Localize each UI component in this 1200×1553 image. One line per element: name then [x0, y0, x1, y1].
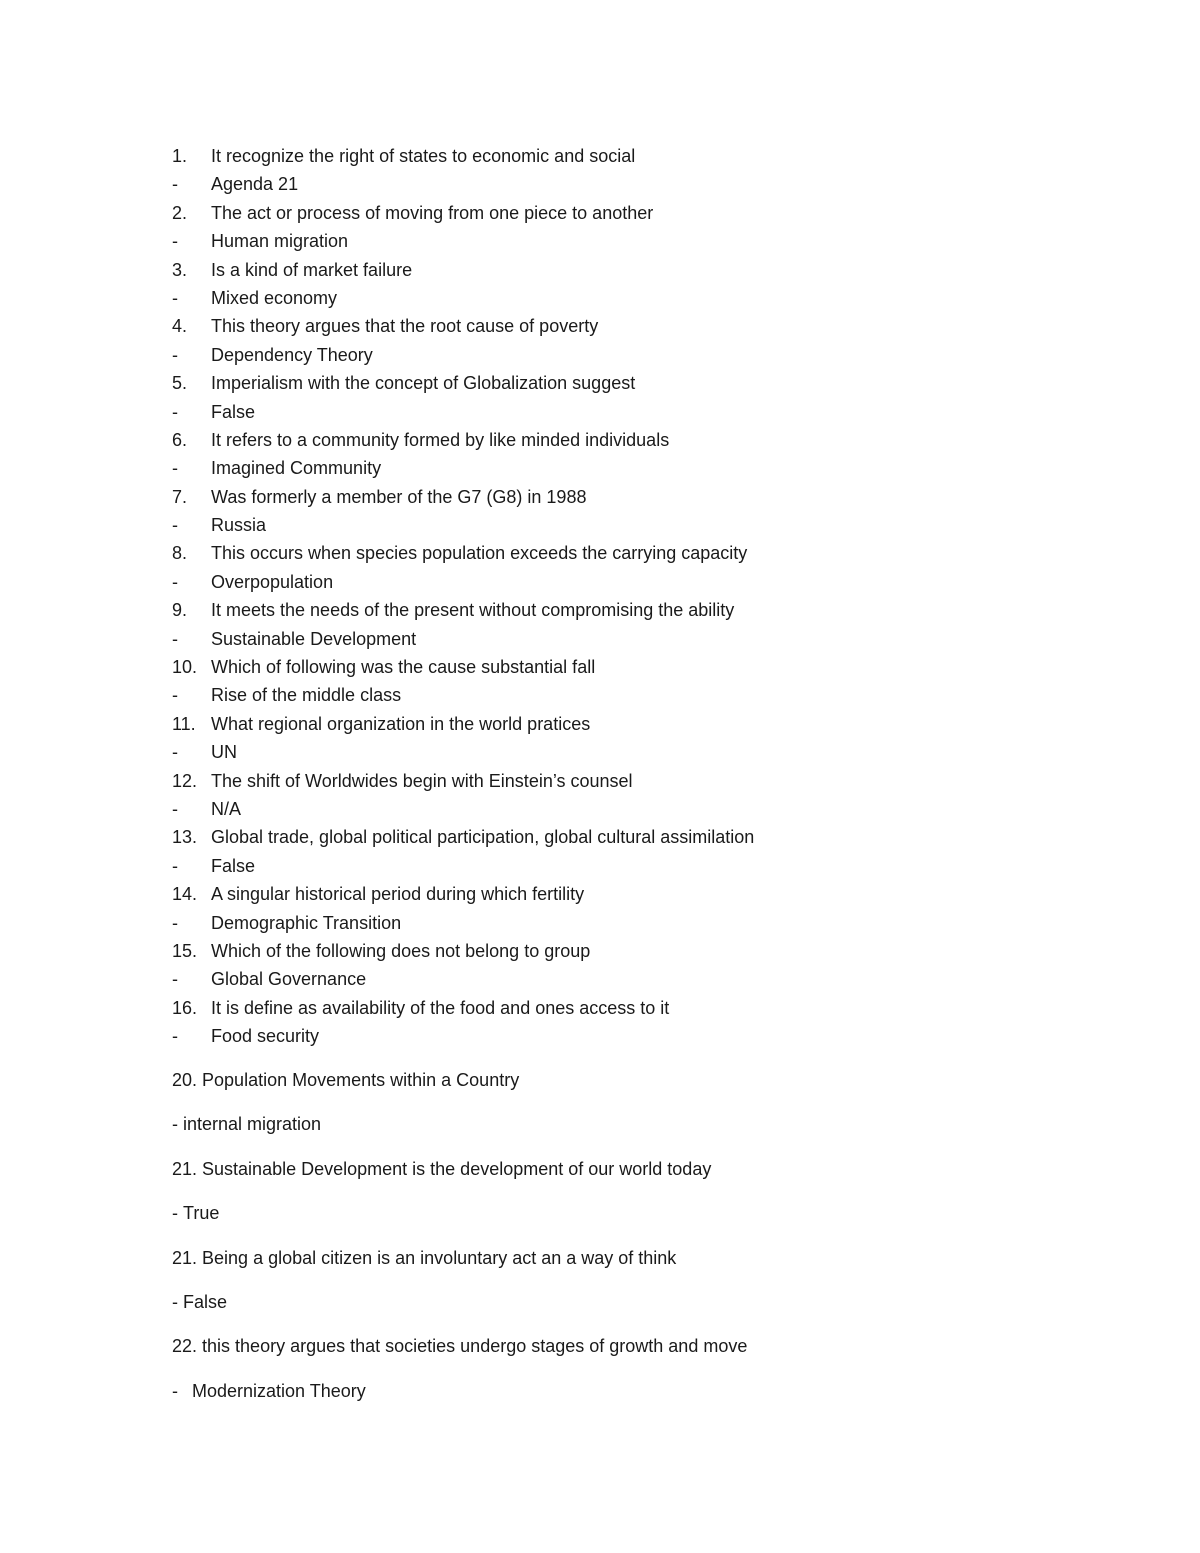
list-item-text: This occurs when species population exceeds the carrying capacity	[211, 543, 748, 564]
paragraph-text: False	[183, 1291, 228, 1312]
list-marker: 13.	[172, 827, 198, 848]
list-marker: 15.	[172, 940, 198, 961]
paragraph-text: Modernization Theory	[192, 1380, 366, 1401]
list-item-text: Global Governance	[211, 969, 367, 990]
list-item-text: Russia	[211, 515, 267, 536]
list-item-text: This theory argues that the root cause of poverty	[211, 316, 599, 337]
paragraph-text: Sustainable Development is the development of our world today	[202, 1158, 712, 1179]
paragraph-marker: 21.	[172, 1158, 198, 1179]
list-item	[172, 852, 1072, 880]
paragraph-marker: -	[172, 1203, 178, 1224]
list-item-text: The shift of Worldwides begin with Einstein’s counsel	[211, 770, 633, 791]
list-item-text: Imagined Community	[211, 458, 382, 479]
list-item	[172, 965, 1072, 993]
list-marker: -	[172, 912, 178, 933]
list-marker: 3.	[172, 259, 188, 280]
list-marker: -	[172, 742, 178, 763]
list-item	[172, 142, 1072, 170]
list-item	[172, 1022, 1072, 1050]
list-item-text: It refers to a community formed by like minded individuals	[211, 429, 670, 450]
list-item-text: Imperialism with the concept of Globalization suggest	[211, 373, 636, 394]
list-marker: 2.	[172, 202, 188, 223]
list-item	[172, 568, 1072, 596]
list-item-text: Which of the following does not belong to group	[211, 940, 591, 961]
paragraph	[172, 1377, 1072, 1421]
paragraph-marker: 21.	[172, 1247, 198, 1268]
list-marker: -	[172, 287, 178, 308]
list-item-text: Which of following was the cause substantial fall	[211, 657, 596, 678]
paragraph-text: this theory argues that societies undergo stages of growth and move	[202, 1336, 748, 1357]
list-item	[172, 823, 1072, 851]
list-item	[172, 625, 1072, 653]
list-item-text: Food security	[211, 1026, 320, 1047]
paragraph	[172, 1244, 1072, 1288]
list-item-text: UN	[211, 742, 237, 763]
list-item-text: Overpopulation	[211, 571, 334, 592]
list-item	[172, 284, 1072, 312]
list-marker: 1.	[172, 146, 188, 166]
paragraph	[172, 1332, 1072, 1376]
list-item-text: What regional organization in the world pratices	[211, 713, 591, 734]
list-marker: -	[172, 458, 178, 479]
list-marker: 10.	[172, 657, 198, 678]
list-item-text: Dependency Theory	[211, 344, 373, 365]
numbered-list	[172, 142, 1072, 1051]
list-item	[172, 767, 1072, 795]
list-item-text: It recognize the right of states to economic and social	[211, 146, 636, 166]
list-marker: -	[172, 174, 178, 195]
paragraph-marker: 22.	[172, 1336, 198, 1357]
list-item-text: Global trade, global political participation, global cultural assimilation	[211, 827, 755, 848]
list-item	[172, 170, 1072, 198]
list-marker: 7.	[172, 486, 188, 507]
list-marker: 14.	[172, 884, 198, 905]
list-item-text: Agenda 21	[211, 174, 299, 195]
list-marker: -	[172, 571, 178, 592]
list-item-text: Demographic Transition	[211, 912, 402, 933]
list-item	[172, 483, 1072, 511]
paragraph-text: True	[183, 1203, 220, 1224]
list-item	[172, 681, 1072, 709]
list-marker: -	[172, 685, 178, 706]
list-marker: -	[172, 231, 178, 252]
paragraph-marker: 20.	[172, 1070, 198, 1090]
list-item-text: It is define as availability of the food and ones access to it	[211, 997, 670, 1018]
list-item-text: Human migration	[211, 231, 349, 252]
list-marker: 8.	[172, 543, 188, 564]
list-item	[172, 398, 1072, 426]
list-marker: -	[172, 401, 178, 422]
list-item	[172, 909, 1072, 937]
paragraph	[172, 1066, 1072, 1110]
list-item-text: False	[211, 401, 256, 422]
list-item	[172, 880, 1072, 908]
list-item-text: Mixed economy	[211, 287, 338, 308]
list-item	[172, 710, 1072, 738]
list-item	[172, 795, 1072, 823]
list-item-text: A singular historical period during which fertility	[211, 884, 585, 905]
list-item-text: False	[211, 855, 256, 876]
list-item-text: Is a kind of market failure	[211, 259, 413, 280]
list-item-text: It meets the needs of the present without compromising the ability	[211, 600, 735, 621]
paragraph-marker: -	[172, 1291, 178, 1312]
list-item-text: The act or process of moving from one piece to another	[211, 202, 654, 223]
list-item	[172, 312, 1072, 340]
paragraph-marker: -	[172, 1114, 178, 1135]
list-item	[172, 653, 1072, 681]
list-marker: 16.	[172, 997, 198, 1018]
list-marker: 4.	[172, 316, 188, 337]
list-marker: 5.	[172, 373, 188, 394]
list-item	[172, 539, 1072, 567]
list-marker: -	[172, 344, 178, 365]
list-item	[172, 511, 1072, 539]
list-item-text: Was formerly a member of the G7 (G8) in 1988	[211, 486, 587, 507]
paragraph	[172, 1199, 1072, 1243]
list-item	[172, 426, 1072, 454]
list-marker: 12.	[172, 770, 198, 791]
paragraph-section	[172, 1066, 1072, 1421]
list-item	[172, 227, 1072, 255]
list-marker: 9.	[172, 600, 188, 621]
list-item	[172, 256, 1072, 284]
list-item-text: Sustainable Development	[211, 628, 417, 649]
list-item	[172, 199, 1072, 227]
list-marker: -	[172, 969, 178, 990]
paragraph-text: internal migration	[183, 1114, 322, 1135]
list-marker: -	[172, 628, 178, 649]
list-marker: 6.	[172, 429, 188, 450]
list-item-text: N/A	[211, 798, 242, 819]
paragraph	[172, 1288, 1072, 1332]
list-item	[172, 369, 1072, 397]
paragraph	[172, 1110, 1072, 1154]
list-item	[172, 596, 1072, 624]
list-marker: -	[172, 1026, 178, 1047]
list-item	[172, 937, 1072, 965]
paragraph-text: Being a global citizen is an involuntary act an a way of think	[202, 1247, 677, 1268]
list-marker: -	[172, 798, 178, 819]
paragraph	[172, 1155, 1072, 1199]
list-marker: 11.	[172, 713, 196, 734]
paragraph-marker: -	[172, 1380, 178, 1401]
list-item	[172, 454, 1072, 482]
list-item	[172, 994, 1072, 1022]
list-item	[172, 341, 1072, 369]
list-marker: -	[172, 515, 178, 536]
paragraph-text: Population Movements within a Country	[202, 1070, 520, 1090]
list-marker: -	[172, 855, 178, 876]
list-item	[172, 738, 1072, 766]
list-item-text: Rise of the middle class	[211, 685, 402, 706]
